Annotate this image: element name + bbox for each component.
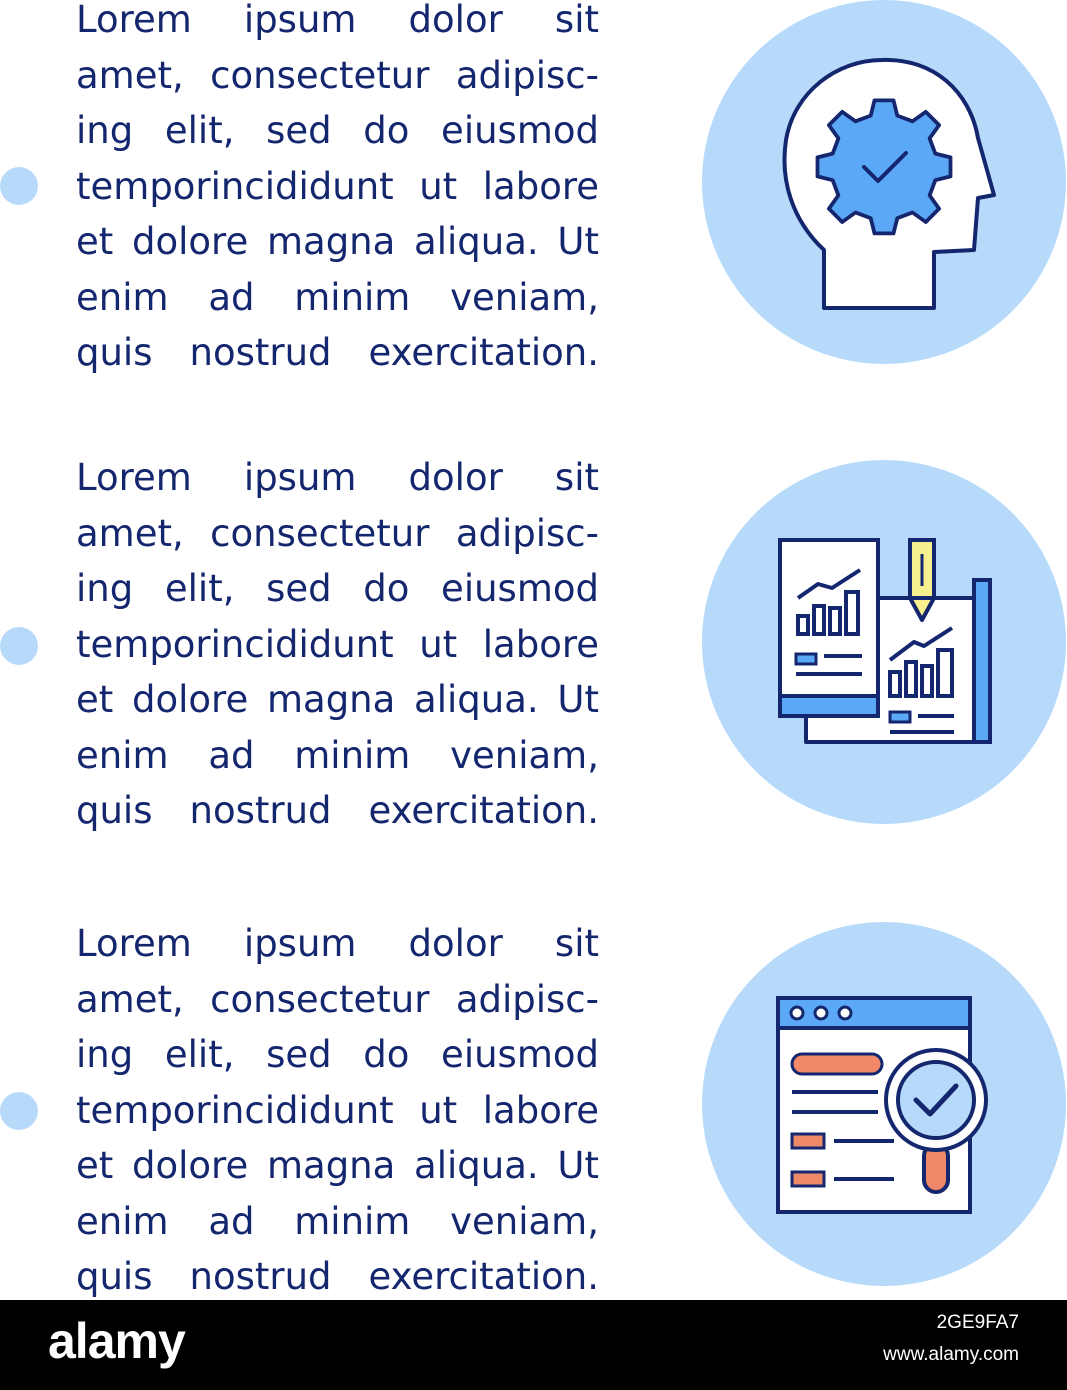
icon-circle-2 — [702, 460, 1066, 824]
paragraph-line: amet, consectetur adipisc- — [76, 53, 599, 97]
paragraph-line: Lorem ipsum dolor sit — [76, 0, 599, 41]
paragraph-line: et dolore magna aliqua. Ut — [76, 678, 599, 721]
paragraph-line: quis nostrud exercitation. — [76, 1255, 599, 1298]
paragraph-line: enim ad minim veniam, — [76, 275, 599, 319]
paragraph-line: ing elit, sed do eiusmod — [76, 109, 599, 152]
bullet-point — [0, 627, 38, 665]
brand-logo: alamy — [48, 1313, 185, 1369]
paragraph-line: quis nostrud exercitation. — [76, 789, 599, 832]
bullet-point — [0, 167, 38, 205]
paragraph-line: et dolore magna aliqua. Ut — [76, 220, 599, 263]
paragraph-line: temporincididunt ut labore — [76, 622, 599, 666]
paragraph-line: et dolore magna aliqua. Ut — [76, 1144, 599, 1187]
bullet-point — [0, 1092, 38, 1130]
paragraph-line: quis nostrud exercitation. — [76, 331, 599, 374]
paragraph-line: temporincididunt ut labore — [76, 164, 599, 208]
head-gear-check-icon — [702, 0, 1066, 364]
paragraph-3 — [76, 916, 599, 1305]
paragraph-2 — [76, 450, 599, 839]
icon-circle-3 — [702, 922, 1066, 1286]
paragraph-line: amet, consectetur adipisc- — [76, 511, 599, 555]
paragraph-line: enim ad minim veniam, — [76, 1199, 599, 1243]
footer-url: www.alamy.com — [883, 1344, 1019, 1365]
paragraph-line: Lorem ipsum dolor sit — [76, 922, 599, 965]
report-charts-pencil-icon — [702, 460, 1066, 824]
browser-magnifier-check-icon — [702, 922, 1066, 1286]
paragraph-1 — [76, 0, 599, 381]
image-code: 2GE9FA7 — [936, 1312, 1019, 1333]
paragraph-line: ing elit, sed do eiusmod — [76, 567, 599, 610]
paragraph-line: ing elit, sed do eiusmod — [76, 1033, 599, 1076]
watermark-footer — [0, 1300, 1067, 1390]
paragraph-line: amet, consectetur adipisc- — [76, 977, 599, 1021]
paragraph-line: Lorem ipsum dolor sit — [76, 456, 599, 499]
paragraph-line: temporincididunt ut labore — [76, 1088, 599, 1132]
paragraph-line: enim ad minim veniam, — [76, 733, 599, 777]
icon-circle-1 — [702, 0, 1066, 364]
